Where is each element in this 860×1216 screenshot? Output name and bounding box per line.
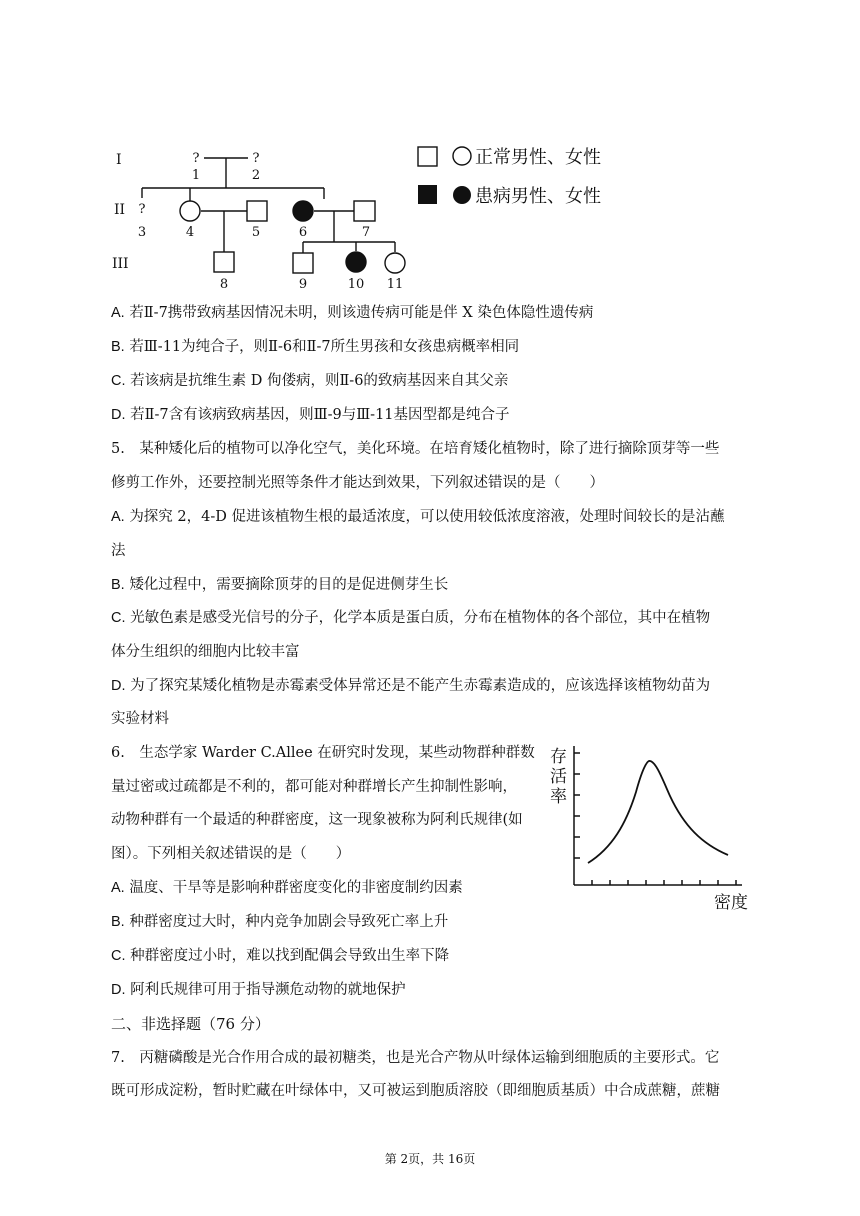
q7-stem-line-1: 7. 丙糖磷酸是光合作用合成的最初糖类，也是光合产物从叶绿体运输到细胞质的主要形式。它 [111,1050,720,1066]
option-text: 若Ⅱ-7含有该病致病基因，则Ⅲ-9与Ⅲ-11基因型都是纯合子 [130,407,510,423]
individual-8-symbol [214,252,234,272]
q4-option-d [111,405,510,425]
individual-6-label: 6 [298,225,308,240]
q5-option-d-cont: 实验材料 [111,711,169,727]
legend-affected-label: 患病男性、女性 [475,186,601,206]
q6-option-d [111,980,406,1000]
individual-4-symbol [180,201,200,221]
q4-option-c [111,371,508,391]
option-text: 若Ⅲ-11为纯合子，则Ⅱ-6和Ⅱ-7所生男孩和女孩患病概率相同 [129,339,520,355]
option-text: 种群密度过大时，种内竞争加剧会导致死亡率上升 [129,914,449,930]
option-text: 若该病是抗维生素 D 佝偻病，则Ⅱ-6的致病基因来自其父亲 [130,373,509,389]
legend-affected-female-symbol [453,186,471,204]
q7-stem-line-2: 既可形成淀粉，暂时贮藏在叶绿体中，又可被运到胞质溶胶（即细胞质基质）中合成蔗糖，蔗糖 [111,1083,720,1099]
individual-2-mark: ? [252,151,260,166]
pedigree-chart [106,140,626,296]
q6-stem-line-4: 图）。下列相关叙述错误的是（ ） [111,846,351,862]
q5-option-a-cont: 法 [111,543,126,559]
legend-normal-male-symbol [418,147,437,166]
x-axis-label: 密度 [714,893,748,913]
individual-5-label: 5 [251,225,261,240]
option-text: 阿利氏规律可用于指导濒危动物的就地保护 [130,982,406,998]
q6-stem-line-2: 量过密或过疏都是不利的，都可能对种群增长产生抑制性影响， [111,779,517,795]
individual-8-label: 8 [219,277,229,292]
option-letter: B. [111,914,125,930]
individual-4-label: 4 [185,225,195,240]
individual-7-label: 7 [361,225,371,240]
individual-11-symbol [385,253,405,273]
individual-9-label: 9 [298,277,308,292]
survival-rate-curve [588,761,728,863]
option-letter: C. [111,373,126,389]
section-heading: 二、非选择题（76 分） [111,1015,270,1033]
q6-option-b [111,912,448,932]
option-text: 光敏色素是感受光信号的分子，化学本质是蛋白质，分布在植物体的各个部位，其中在植物 [130,610,711,626]
option-letter: C. [111,948,126,964]
q5-option-c [111,608,710,628]
legend-affected-male-symbol [418,185,437,204]
generation-label-i: I [116,152,122,168]
individual-1-label: 1 [191,168,201,183]
q5-option-a [111,507,725,527]
q6-stem-line-1: 6. 生态学家 Warder C.Allee 在研究时发现，某些动物群种群数 [111,745,535,761]
q5-option-b [111,575,448,595]
option-text: 矮化过程中，需要摘除顶芽的目的是促进侧芽生长 [129,577,449,593]
individual-11-label: 11 [386,277,404,292]
pedigree-legend [418,147,601,206]
option-letter: D. [111,407,126,423]
option-text: 若Ⅱ-7携带致病基因情况未明，则该遗传病可能是伴 X 染色体隐性遗传病 [129,305,594,321]
legend-normal-female-symbol [453,147,471,165]
y-axis-label-char-2: 活 [550,767,567,787]
option-text: 温度、干旱等是影响种群密度变化的非密度制约因素 [129,880,463,896]
option-letter: D. [111,982,126,998]
q4-option-a [111,303,593,323]
y-axis-label-char-1: 存 [550,747,567,767]
option-text: 为探究 2，4-D 促进该植物生根的最适浓度，可以使用较低浓度溶液，处理时间较长的是沾蘸 [129,509,725,525]
option-letter: A. [111,880,125,896]
q6-stem-line-3: 动物种群有一个最适的种群密度，这一现象被称为阿利氏规律(如 [111,812,523,828]
allee-curve-figure [540,740,760,918]
option-letter: B. [111,577,125,593]
q6-option-c [111,946,449,966]
q5-stem-line-1: 5. 某种矮化后的植物可以净化空气，美化环境。在培育矮化植物时，除了进行摘除顶芽等一些 [111,441,720,457]
option-letter: A. [111,509,125,525]
generation-label-ii: II [114,202,126,218]
individual-6-symbol [293,201,313,221]
individual-5-symbol [247,201,267,221]
option-letter: A. [111,305,125,321]
individual-3-mark: ? [138,202,146,217]
option-letter: C. [111,610,126,626]
option-letter: B. [111,339,125,355]
individual-7-symbol [354,201,375,221]
legend-normal-label: 正常男性、女性 [475,147,601,167]
generation-label-iii: III [112,256,129,272]
page-footer: 第 2页，共 16页 [384,1152,476,1166]
individual-1-mark: ? [192,151,200,166]
option-letter: D. [111,678,126,694]
q5-stem-line-2: 修剪工作外，还要控制光照等条件才能达到效果，下列叙述错误的是（ ） [111,475,604,491]
q5-option-d [111,676,710,696]
individual-3-label: 3 [137,225,147,240]
y-axis-label-char-3: 率 [550,787,567,807]
option-text: 为了探究某矮化植物是赤霉素受体异常还是不能产生赤霉素造成的，应该选择该植物幼苗为 [130,678,711,694]
individual-2-label: 2 [251,168,261,183]
individual-10-symbol [346,252,366,272]
option-text: 种群密度过小时，难以找到配偶会导致出生率下降 [130,948,450,964]
individual-10-label: 10 [347,277,365,292]
q4-option-b [111,337,519,357]
q5-option-c-cont: 体分生组织的细胞内比较丰富 [111,644,300,660]
q6-option-a [111,878,463,898]
y-axis-ticks [574,753,580,858]
individual-9-symbol [293,253,313,273]
